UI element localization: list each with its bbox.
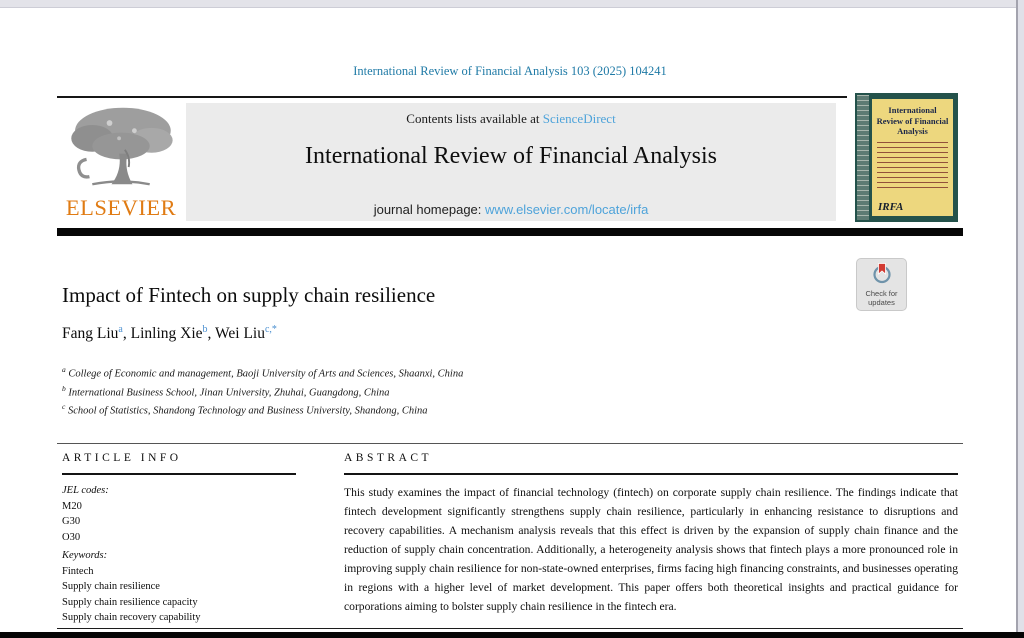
keywords-label: Keywords: <box>62 550 108 561</box>
check-updates-label-2: updates <box>868 298 895 307</box>
article-info-column <box>62 452 296 626</box>
journal-header-box <box>186 103 836 221</box>
elsevier-wordmark: ELSEVIER <box>65 195 177 220</box>
affiliation-text: School of Statistics, Shandong Technology and Business University, Shandong, China <box>65 405 428 417</box>
keyword: Supply chain recovery capability <box>62 612 201 623</box>
affiliation-mark: a <box>62 365 66 374</box>
author-affiliation-mark: c,* <box>264 324 277 335</box>
author-separator: , <box>207 325 215 343</box>
viewer-top-edge <box>0 0 1024 8</box>
keyword: Supply chain resilience capacity <box>62 596 198 608</box>
viewer-right-edge <box>1016 0 1024 638</box>
author-name[interactable]: Fang Liu <box>62 325 119 343</box>
jel-code: M20 <box>62 500 82 512</box>
jel-code: G30 <box>62 516 81 527</box>
affiliation-line <box>62 400 463 419</box>
header-top-rule <box>57 96 847 98</box>
elsevier-logo[interactable] <box>58 102 184 222</box>
homepage-line <box>186 202 836 217</box>
journal-cover-thumbnail[interactable] <box>855 93 958 222</box>
author-affiliation-mark: a <box>118 324 123 335</box>
contents-line-text: Contents lists available at <box>406 111 543 126</box>
article-title: Impact of Fintech on supply chain resilience <box>62 283 436 307</box>
check-updates-label-1: Check for <box>865 289 898 298</box>
cover-spine <box>857 95 869 220</box>
elsevier-tree-icon <box>62 102 180 190</box>
keyword: Fintech <box>62 565 94 577</box>
affiliations <box>62 363 463 419</box>
article-info-heading: ARTICLE INFO <box>62 452 182 464</box>
affiliation-text: International Business School, Jinan University, Zhuhai, Guangdong, China <box>65 387 390 398</box>
affiliation-text: College of Economic and management, Baoji University of Arts and Sciences, Shaanxi, China <box>65 368 464 380</box>
header-divider-bar <box>57 228 963 236</box>
affiliation-mark: c <box>62 402 66 411</box>
abstract-text: This study examines the impact of financial technology (fintech) on corporate supply chain resilience. The findings indicate that fintech development significantly strengthens supply chain resilience, particularly in enhancing resistance to disruptions and recovery capabilities. A mechanism analysis reveals that this effect is driven by the expansion of supply chain finance and the reduction of supply chain concentration. Additionally, a heterogeneity analysis shows that fintech plays a more pronounced role in improving supply chain resilience for non-state-owned enterprises, firms facing high financing constraints, and businesses operating in regions with a higher level of market development. This paper offers both theoretical insights and practical guidance for corporations aiming to bolster supply chain resilience in the fintech era. <box>344 486 958 613</box>
abstract-column <box>344 452 958 616</box>
abstract-rule <box>344 473 958 475</box>
viewer-bottom-edge <box>0 632 1024 638</box>
journal-title: International Review of Financial Analysis <box>305 143 717 169</box>
contents-line <box>186 111 836 127</box>
author-separator: , <box>122 325 131 343</box>
cover-irfa-logo: IRFA <box>878 201 904 213</box>
cover-contents-lines <box>877 142 948 192</box>
homepage-label: journal homepage: <box>373 202 486 217</box>
crossmark-icon <box>871 262 893 284</box>
affiliation-line <box>62 382 463 401</box>
jel-code: O30 <box>62 531 81 543</box>
affiliation-mark: b <box>62 383 66 393</box>
author-name[interactable]: Linling Xie <box>130 325 203 343</box>
article-info-rule <box>62 473 296 475</box>
cover-journal-title: International Review of Financial Analysis <box>876 105 949 137</box>
section-top-rule <box>57 443 963 444</box>
jel-codes-label: JEL codes: <box>62 485 109 496</box>
abstract-heading: ABSTRACT <box>344 452 433 464</box>
homepage-url-link[interactable]: www.elsevier.com/locate/irfa <box>485 202 649 217</box>
affiliation-line <box>62 363 463 382</box>
check-updates-badge[interactable] <box>856 258 907 311</box>
author-line <box>62 324 277 343</box>
author-name[interactable]: Wei Liu <box>215 325 265 343</box>
sciencedirect-link[interactable]: ScienceDirect <box>542 111 616 126</box>
author-affiliation-mark: b <box>202 324 208 335</box>
keyword: Supply chain resilience <box>62 581 160 592</box>
journal-citation-link[interactable]: International Review of Financial Analysis 103 (2025) 104241 <box>353 64 667 78</box>
cover-panel <box>872 99 953 216</box>
page-bottom-rule <box>57 628 963 629</box>
